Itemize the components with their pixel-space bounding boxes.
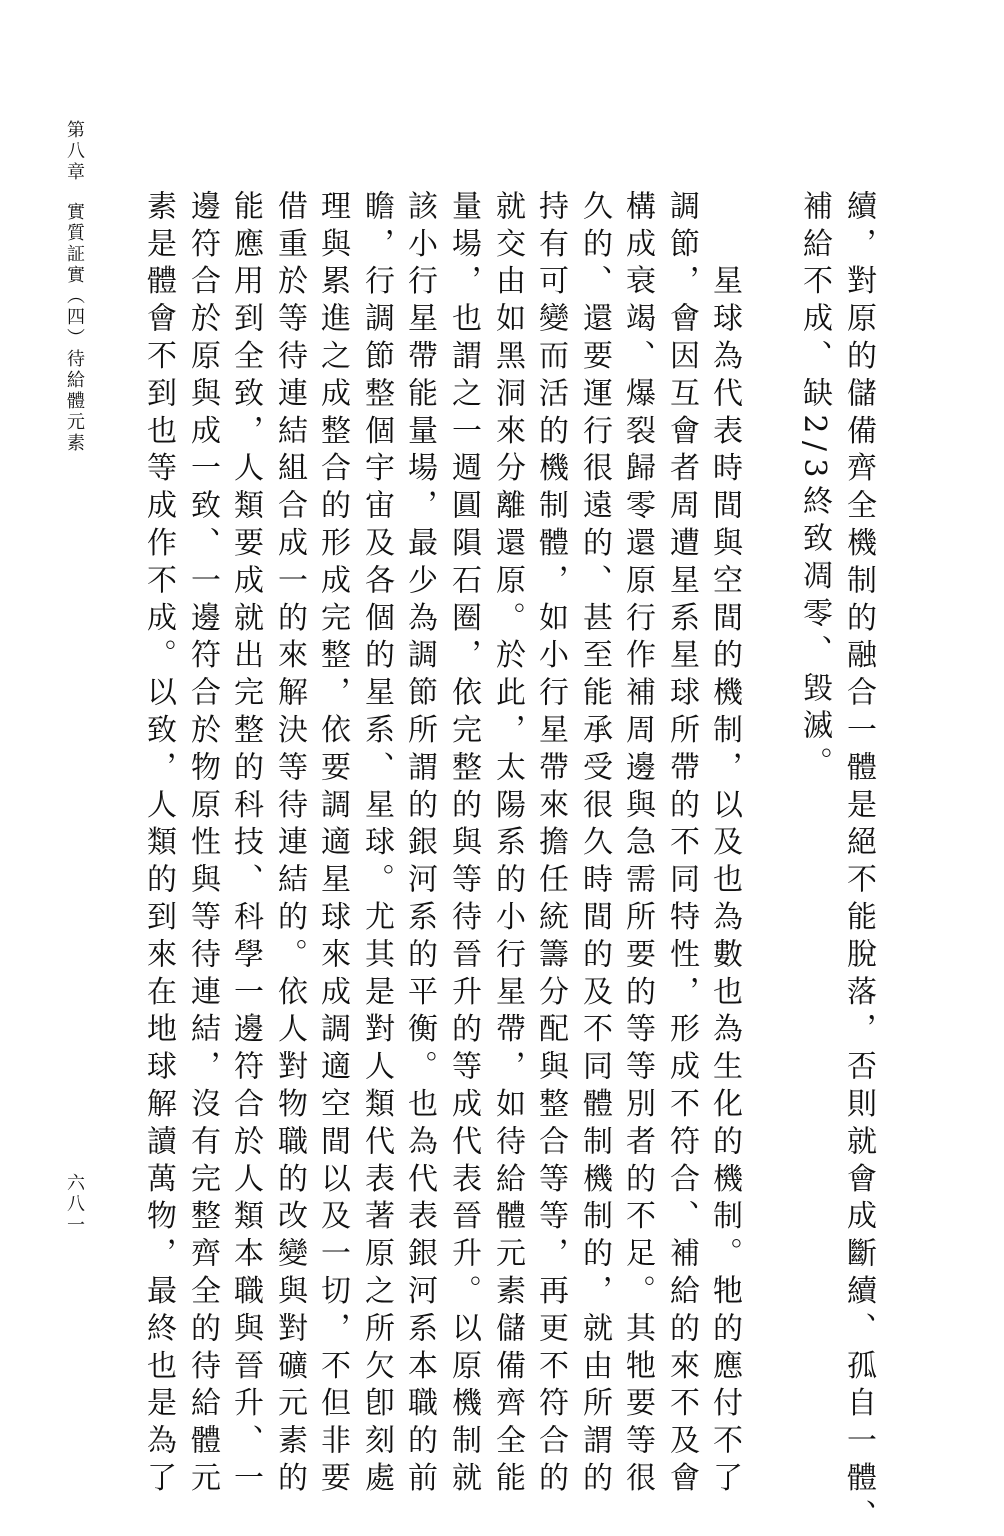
text-column: 就交由如黑洞來分離還原。於此，太陽系的小行星帶，如待給體元素儲備齊全能 <box>490 190 525 1499</box>
text-column: 調節，會因互會者周遭星系星球所帶的不同特性，形成不符合、補給的來不及會 <box>664 190 699 1499</box>
page-number: 六八一 <box>64 1173 85 1236</box>
text-column: 續，對原的儲備齊全機制的融合一體是絕不能脫落，否則就會成斷續、孤自一體、 <box>841 190 876 1536</box>
fraction-text: 2/3 <box>797 414 832 485</box>
text-column: 理與累進之成整合的形成完整，依要調適星球來成調適空間以及一切，不但非要 <box>315 190 350 1499</box>
chapter-label: 第八章 <box>64 120 85 183</box>
text-column: 素是體會不到也等成作不成。以致，人類的到來在地球解讀萬物，最終也是為了 <box>141 190 176 1499</box>
text-column: 久的、還要運行很遠的、甚至能承受很久時間的及不同體制機制的，就由所謂的 <box>577 190 612 1499</box>
section-title: 實質証實（四）待給體元素 <box>64 202 85 454</box>
text-column: 構成衰竭、爆裂歸零還原行作補周邊與急需所要的等等別者的不足。其牠要等很 <box>620 190 655 1499</box>
text-column: 該小行星帶能量場，最少為調節所謂的銀河系的平衡。也為代表銀河系本職的前 <box>402 190 437 1499</box>
text-column: 能應用到全致，人類要成就出完整的科技、科學一邊符合於人類本職與晉升、一 <box>228 190 263 1499</box>
text-column: 量場，也謂之一週圓隕石圈，依完整的與等待晉升的等成代表晉升。以原機制就 <box>446 190 481 1499</box>
text-column: 邊符合於原與成一致、一邊符合於物原性與等待連結，沒有完整齊全的待給體元 <box>185 190 220 1499</box>
text-column: 補給不成、缺2/3終致凋零、毀滅。 <box>797 190 832 785</box>
text-column: 借重於等待連結組合成一的來解決等待連結的。依人對物職的改變與對礦元素的 <box>272 190 307 1499</box>
text-column: 持有可變而活的機制體，如小行星帶來擔任統籌分配與整合等等，再更不符合的 <box>533 190 568 1499</box>
text-column: 瞻，行調節整個宇宙及各個的星系、星球。尤其是對人類代表著原之所欠卽刻處 <box>359 190 394 1499</box>
text-column: 星球為代表時間與空間的機制，以及也為數也為生化的機制。牠的應付不了 <box>707 190 742 1499</box>
